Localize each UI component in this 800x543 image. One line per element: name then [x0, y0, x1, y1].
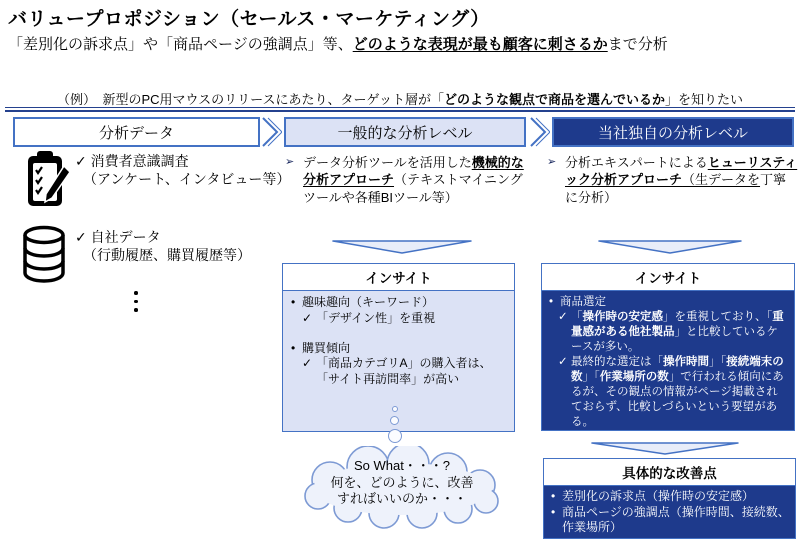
clipboard-survey-icon [26, 150, 70, 208]
detail-text: 」で行われる傾向にあるが、その観点の情報がページ掲載されておらず、比較しづらいという要望がある。 [571, 370, 784, 428]
insight-label: 購買傾向 [302, 340, 351, 355]
thought-bubble-dot [388, 429, 402, 443]
approach-emphasis: ヒューリスティック分析アプローチ [565, 155, 798, 188]
check-icon: ✓ [75, 229, 87, 245]
thought-line: So What・・・? [353, 458, 451, 473]
column-header-label: 当社独自の分析レベル [597, 124, 748, 142]
improvement-text: 商品ページの強調点（操作時間、接続数、作業場所） [562, 504, 790, 535]
insight-item [547, 295, 789, 310]
right-chevron-icon [528, 117, 550, 147]
thought-line: 何を、どのように、改善 [330, 474, 474, 490]
detail-emphasis: 接続端末の数 [571, 355, 784, 383]
vertical-ellipsis-icon [134, 291, 138, 317]
detail-text: 」「 [582, 370, 600, 383]
check-icon: ✓ [558, 355, 568, 368]
column-header-unique-level [552, 117, 794, 147]
arrow-bullet-icon: ➢ [547, 156, 557, 168]
spacer [289, 327, 508, 341]
example-text: （例） 新型のPC用マウスのリリースにあたり、ターゲット層が「 [56, 92, 444, 107]
detail-emphasis: 操作時間 [663, 355, 709, 368]
detail-text: 「 [571, 310, 583, 323]
insight-detail-text: 「デザイン性」を重視 [316, 310, 436, 325]
down-chevron-icon [591, 442, 739, 455]
insight-header: インサイト [283, 264, 514, 291]
improvements-box [543, 458, 796, 539]
unique-insight-box [541, 263, 795, 431]
insight-item [289, 341, 508, 357]
data-source-label: 自社データ [90, 229, 161, 245]
detail-emphasis: 操作時の安定感 [582, 310, 663, 323]
approach-post: 丁寧に分析） [565, 172, 787, 205]
divider-line [5, 107, 795, 112]
insight-body [542, 291, 794, 433]
data-source-sub: （行動履歴、購買履歴等） [83, 247, 251, 264]
subtitle-emphasis: どのような表現が最も顧客に刺さるか [352, 36, 608, 53]
improvements-header: 具体的な改善点 [544, 459, 795, 486]
page-title: バリュープロポジション（セールス・マーケティング） [8, 9, 490, 30]
unique-approach-text [545, 154, 799, 206]
insight-label: 商品選定 [560, 296, 606, 308]
example-emphasis: どのような観点で商品を選んでいるか [443, 92, 665, 107]
bullet-icon: • [551, 489, 556, 503]
right-chevron-icon [260, 117, 282, 147]
insight-detail [289, 311, 508, 327]
data-source-line [75, 228, 251, 246]
data-source-label: 消費者意識調査 [90, 153, 189, 169]
thought-bubble-dot [392, 406, 398, 412]
bullet-icon: • [291, 295, 296, 309]
bullet-icon: • [551, 504, 556, 519]
insight-detail [547, 355, 789, 430]
detail-text: 」「 [709, 355, 727, 368]
arrow-bullet-icon: ➢ [285, 156, 295, 168]
database-icon [22, 225, 66, 283]
insight-detail [289, 356, 508, 388]
bullet-icon: • [291, 340, 296, 355]
insight-body [283, 291, 514, 392]
improvement-text: 差別化の訴求点（操作時の安定感） [562, 489, 755, 503]
detail-text: 」を重視しており、「 [663, 310, 773, 323]
improvements-body [544, 486, 795, 539]
improvement-item [549, 489, 790, 505]
column-header-analysis-data [13, 117, 260, 147]
thought-text [298, 458, 506, 508]
detail-text: 」と比較しているケースが多い。 [571, 325, 778, 353]
check-icon: ✓ [558, 310, 568, 323]
bullet-icon: • [549, 296, 554, 308]
column-header-general-level [284, 117, 526, 147]
general-approach-text [283, 154, 525, 206]
insight-label: 趣味趣向（キーワード） [302, 295, 435, 309]
detail-emphasis: 重量感がある他社製品 [571, 310, 784, 338]
general-insight-box [282, 263, 515, 432]
insight-item [289, 295, 508, 311]
down-chevron-icon [332, 240, 472, 254]
data-source-sub: （アンケート、インタビュー等） [83, 171, 291, 188]
approach-pre: 分析エキスパートによる [565, 155, 708, 170]
improvement-item [549, 505, 790, 536]
example-line [0, 89, 800, 108]
example-tail: 」を知りたい [665, 92, 744, 107]
thought-line: すればいいのか・・・ [336, 491, 467, 507]
approach-emphasis: 機械的な分析アプローチ [303, 155, 524, 188]
subtitle [8, 33, 668, 54]
insight-header: インサイト [542, 264, 794, 291]
check-icon: ✓ [302, 310, 313, 325]
insight-detail-text: 「商品カテゴリA」の購入者は、「サイト再訪問率」が高い [316, 356, 492, 387]
approach-post: （テキストマイニングツールや各種BIツール等） [303, 172, 523, 205]
detail-text: 最終的な選定は「 [571, 355, 663, 368]
data-source-item [75, 228, 251, 265]
data-source-line [75, 152, 290, 170]
thought-bubble-dot [390, 416, 399, 425]
insight-detail [547, 310, 789, 355]
subtitle-text: 「差別化の訴求点」や「商品ページの強調点」等、 [8, 36, 353, 53]
detail-emphasis: 作業場所の数 [599, 370, 669, 383]
down-chevron-icon [598, 240, 742, 254]
check-icon: ✓ [302, 356, 313, 371]
column-header-label: 一般的な分析レベル [337, 124, 473, 142]
data-source-item [75, 152, 290, 189]
subtitle-tail: まで分析 [607, 36, 668, 53]
column-header-label: 分析データ [98, 124, 174, 142]
check-icon: ✓ [75, 153, 87, 169]
approach-pre: データ分析ツールを活用した [303, 155, 472, 170]
approach-mid: （生データを [682, 172, 761, 188]
